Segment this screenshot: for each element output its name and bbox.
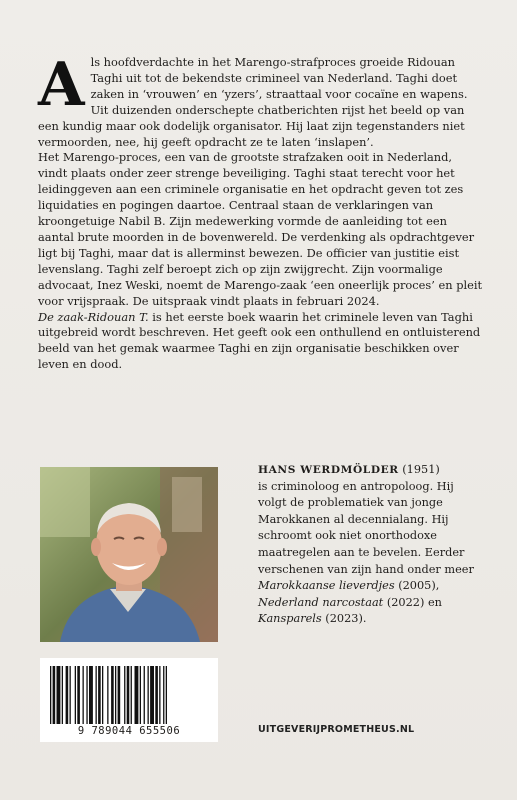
barcode-bar bbox=[57, 666, 61, 724]
barcode-bar bbox=[96, 666, 97, 724]
barcode-bars bbox=[50, 666, 208, 724]
book-year-1: (2005), bbox=[394, 579, 440, 593]
barcode-bar bbox=[75, 666, 76, 724]
author-bio-text: is criminoloog en antropoloog. Hij volgt de problematiek van jonge Marokkanen al decennialang. Hij schroomt ook niet onorthodoxe maatregelen aan te bevelen. Eerder verschenen van zijn hand onder meer bbox=[258, 479, 474, 576]
barcode-bar bbox=[53, 666, 56, 724]
barcode-bar bbox=[102, 666, 103, 724]
barcode-bar bbox=[135, 666, 139, 724]
book-title: De zaak-Ridouan T. bbox=[38, 309, 149, 324]
author-bio bbox=[258, 462, 483, 628]
author-years: (1951) bbox=[398, 463, 440, 476]
barcode-digits: 9 789044 655506 bbox=[77, 725, 181, 737]
barcode-bar bbox=[70, 666, 71, 724]
blurb-paragraph-3-text: is het eerste boek waarin het criminele leven van Taghi uitgebreid wordt beschreven. Het geeft ook een onthullend en ontluisterend beeld van het gemak waarmee Taghi en zijn organisatie beschikken over leven en dood. bbox=[38, 309, 481, 372]
barcode-bar bbox=[144, 666, 145, 724]
blurb-paragraph-3 bbox=[38, 310, 483, 374]
barcode-bar bbox=[50, 666, 51, 724]
barcode-bar bbox=[124, 666, 125, 724]
barcode-bar bbox=[159, 666, 160, 724]
barcode-bar bbox=[66, 666, 69, 724]
barcode-bar bbox=[77, 666, 80, 724]
barcode-bar bbox=[148, 666, 149, 724]
barcode-bar bbox=[83, 666, 84, 724]
blurb-text bbox=[38, 50, 483, 373]
barcode-bar bbox=[127, 666, 130, 724]
barcode-bar bbox=[150, 666, 154, 724]
barcode-bar bbox=[163, 666, 164, 724]
author-portrait-image bbox=[40, 467, 218, 642]
barcode-bar bbox=[89, 666, 93, 724]
book-title-1: Marokkaanse lieverdjes bbox=[258, 579, 395, 593]
barcode-bar bbox=[140, 666, 141, 724]
publisher-url: UITGEVERIJPROMETHEUS.NL bbox=[258, 724, 415, 735]
barcode-bar bbox=[131, 666, 132, 724]
blurb-paragraph-2: Het Marengo-proces, een van de grootste strafzaken ooit in Nederland, vindt plaats onder zeer strenge beveiliging. Taghi staat terecht voor het leidinggeven aan een criminele organisatie en het opdracht geven tot zes liquidaties en pogingen daartoe. Centraal staan de verklaringen van kroongetuige Nabil B. Zijn medewerking vormde de aanleiding tot een aantal brute moorden in de bovenwereld. De verdenking als opdrachtgever ligt bij Taghi, maar dat is allerminst bewezen. De officier van justitie eist levenslang. Taghi zelf beroept zich op zijn zwijgrecht. Zijn voormalige advocaat, Inez Weski, noemt de Marengo-zaak ‘een oneerlijk proces’ en pleit voor vrijspraak. De uitspraak vindt plaats in februari 2024. bbox=[38, 150, 483, 308]
barcode-bar bbox=[62, 666, 63, 724]
barcode-bar bbox=[107, 666, 108, 724]
barcode-bar bbox=[118, 666, 121, 724]
isbn-barcode bbox=[40, 658, 218, 742]
barcode-bar bbox=[115, 666, 116, 724]
book-title-2: Nederland narcostaat bbox=[258, 595, 384, 609]
blurb-paragraph-1: ls hoofdverdachte in het Marengo-strafproces groeide Ridouan Taghi uit tot de bekendste crimineel van Nederland. Taghi doet zaken in ‘vrouwen’ en ‘yzers’, straattaal voor cocaïne en wapens. Uit duizenden onderschepte chatberichten rijst het beeld op van een kundig maar ook dodelijk organisator. Hij laat zijn tegenstanders niet vermoorden, nee, hij geeft opdracht ze te laten ‘inslapen’. bbox=[38, 55, 468, 149]
book-year-3: (2023). bbox=[321, 612, 367, 626]
barcode-bar bbox=[155, 666, 158, 724]
drop-cap: A bbox=[38, 50, 85, 120]
barcode-bar bbox=[166, 666, 167, 724]
book-title-3: Kansparels bbox=[258, 612, 322, 626]
barcode-bar bbox=[111, 666, 114, 724]
barcode-bar bbox=[98, 666, 101, 724]
book-year-2: (2022) en bbox=[383, 595, 442, 609]
barcode-bar bbox=[86, 666, 87, 724]
author-photo bbox=[40, 467, 218, 642]
author-name: HANS WERDMÖLDER bbox=[258, 464, 399, 476]
